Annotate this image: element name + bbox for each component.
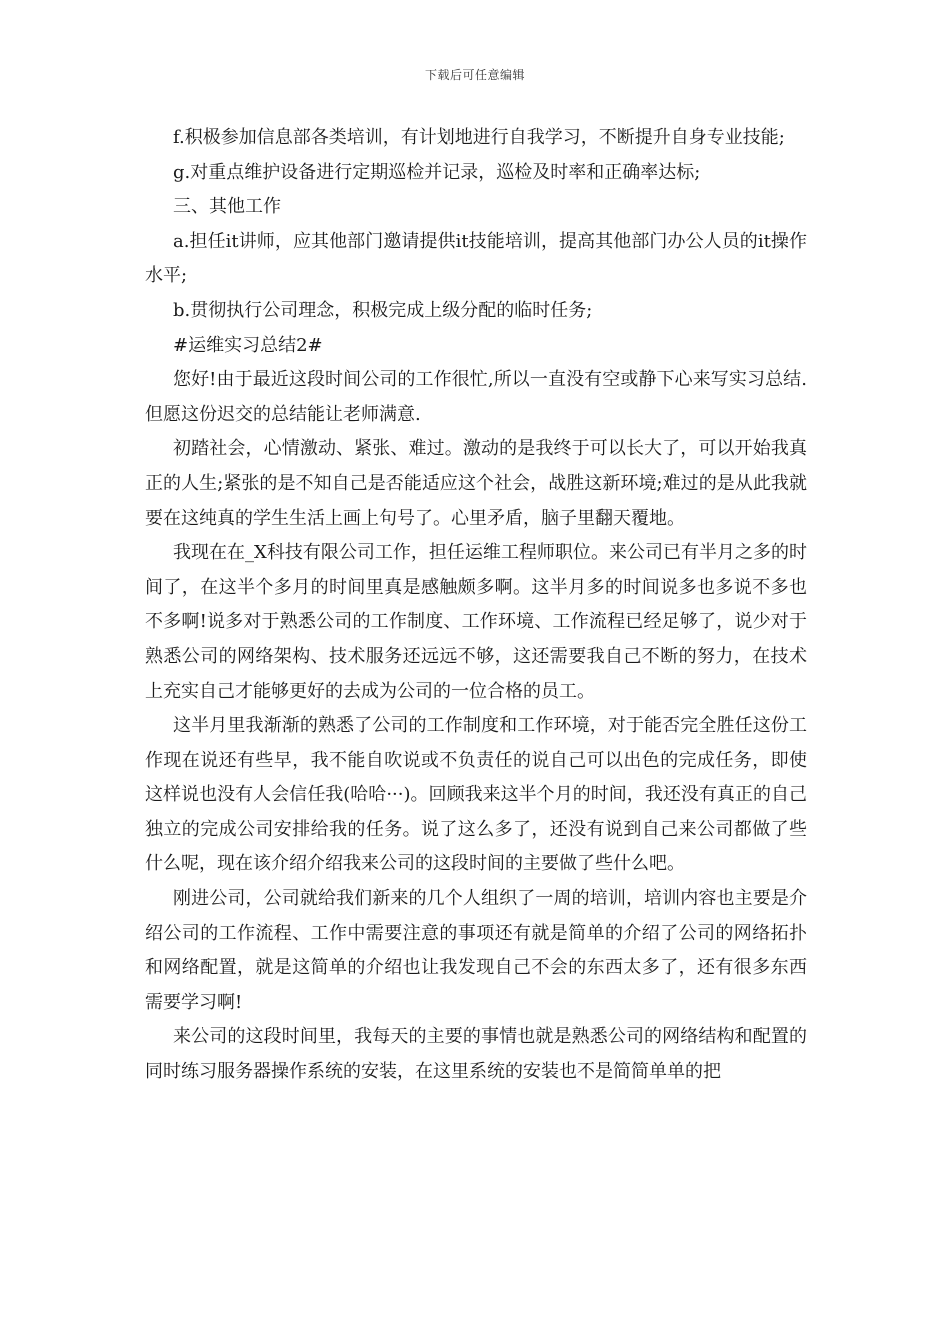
paragraph-daily-tasks: 来公司的这段时间里，我每天的主要的事情也就是熟悉公司的网络结构和配置的同时练习服务器操作系统的安装，在这里系统的安装也不是简简单单的把 [145,1026,807,1083]
paragraph-a-it-lecturer: a.担任it讲师，应其他部门邀请提供it技能培训，提高其他部门办公人员的it操作水平; [145,230,807,287]
paragraph-f-training: f.积极参加信息部各类培训，有计划地进行自我学习，不断提升自身专业技能; [173,127,785,148]
paragraph-entering-society: 初踏社会，心情激动、紧张、难过。激动的是我终于可以长大了，可以开始我真正的人生;紧张的是不知自己是否能适应这个社会，战胜这新环境;难过的是从此我就要在这纯真的学生生活上画上句号了。心里矛盾，脑子里翻天覆地。 [145,438,807,529]
paragraph-b-company-philosophy: b.贯彻执行公司理念，积极完成上级分配的临时任务; [173,299,593,321]
paragraph-greeting: 您好!由于最近这段时间公司的工作很忙,所以一直没有空或静下心来写实习总结.但愿这份迟交的总结能让老师满意. [145,369,807,425]
paragraph-training-week: 刚进公司，公司就给我们新来的几个人组织了一周的培训，培训内容也主要是介绍公司的工作流程、工作中需要注意的事项还有就是简单的介绍了公司的网络拓扑和网络配置，就是这简单的介绍也让我发现自己不会的东西太多了，还有很多东西需要学习啊! [145,888,807,1013]
page-header: 下载后可任意编辑 [424,68,525,82]
section-heading-other-work: 三、其他工作 [173,196,281,218]
document-body [145,121,807,1090]
paragraph-current-job: 我现在在_X科技有限公司工作，担任运维工程师职位。来公司已有半月之多的时间了，在这半个多月的时间里真是感触颇多啊。这半月多的时间说多也多说不多也不多啊!说多对于熟悉公司的工作制度、工作环境、工作流程已经足够了，说少对于熟悉公司的网络架构、技术服务还远远不够，这还需要我自己不断的努力，在技术上充实自己才能够更好的去成为公司的一位合格的员工。 [145,542,807,702]
section-heading-summary-2: #运维实习总结2# [173,334,323,356]
paragraph-half-month: 这半月里我渐渐的熟悉了公司的工作制度和工作环境，对于能否完全胜任这份工作现在说还有些早，我不能自吹说或不负责任的说自己可以出色的完成任务，即使这样说也没有人会信任我(哈哈···)。回顾我来这半个月的时间，我还没有真正的自己独立的完成公司安排给我的任务。说了这么多了，还没有说到自己来公司都做了些什么呢，现在该介绍介绍我来公司的这段时间的主要做了些什么吧。 [145,715,807,875]
paragraph-g-inspection: g.对重点维护设备进行定期巡检并记录，巡检及时率和正确率达标; [173,161,701,183]
